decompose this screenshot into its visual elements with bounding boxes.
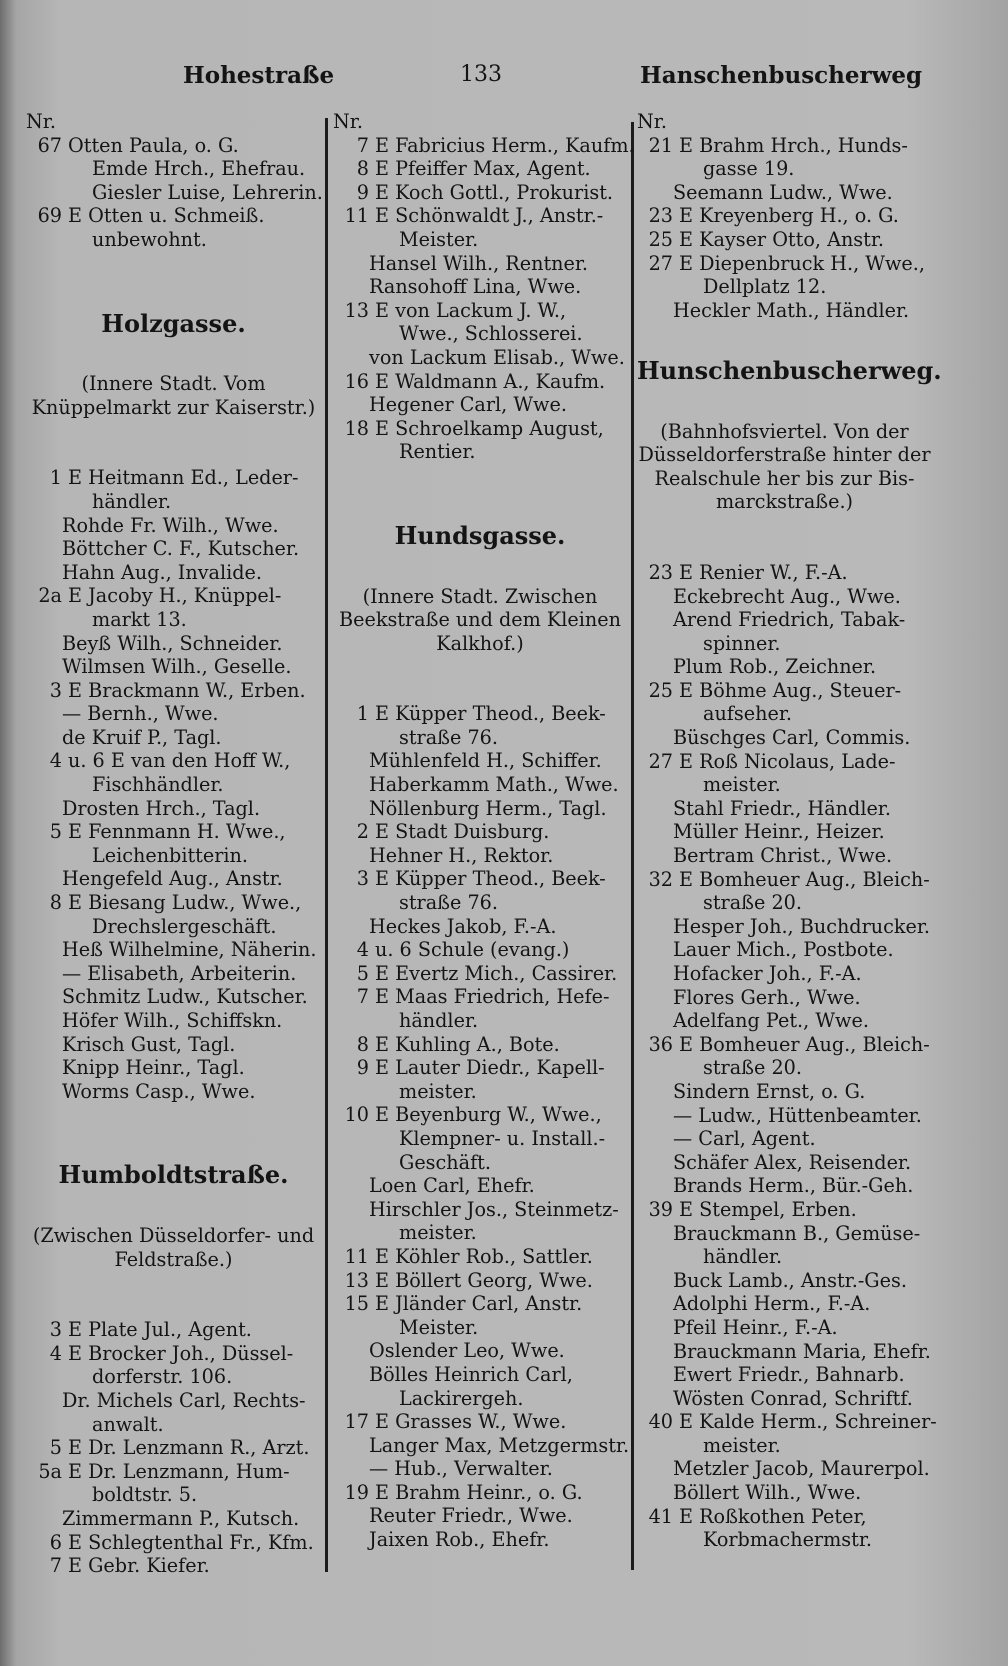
street-description: Feldstraße.) <box>114 1247 233 1271</box>
house-number: 1 <box>49 466 62 490</box>
continuation-line: unbewohnt. <box>92 227 207 251</box>
street-description: Realschule her bis zur Bis- <box>654 466 915 490</box>
resident-line: Loen Carl, Ehefr. <box>369 1174 535 1198</box>
house-number: 8 <box>356 1032 369 1056</box>
resident-line: Brands Herm., Bür.-Geh. <box>673 1174 914 1198</box>
resident-line: Rohde Fr. Wilh., Wwe. <box>62 513 279 537</box>
house-entry <box>333 370 627 394</box>
house-entry <box>637 561 932 585</box>
house-entry <box>637 204 932 228</box>
house-entry <box>637 679 932 703</box>
resident-line: Hesper Joh., Buchdrucker. <box>673 914 931 938</box>
resident-line: de Kruif P., Tagl. <box>62 725 222 749</box>
resident-line: Arend Friedrich, Tabak- <box>673 608 906 632</box>
house-number: 23 <box>648 204 673 228</box>
resident-line: Hehner H., Rektor. <box>369 843 554 867</box>
house-entry <box>333 985 627 1009</box>
resident-line: Brauckmann B., Gemüse- <box>673 1221 921 1245</box>
continuation-line: Korbmachermstr. <box>703 1528 873 1552</box>
resident-text: E Köhler Rob., Sattler. <box>375 1244 593 1268</box>
house-number: 15 <box>344 1292 369 1316</box>
continuation-line: straße 20. <box>703 1056 802 1080</box>
house-number: 8 <box>356 157 369 181</box>
resident-line: von Lackum Elisab., Wwe. <box>369 345 625 369</box>
resident-text: E Bomheuer Aug., Bleich- <box>679 867 930 891</box>
street-description: (Innere Stadt. Zwischen <box>362 584 598 608</box>
column-rule-left <box>325 118 328 1572</box>
resident-line: Stahl Friedr., Händler. <box>673 796 891 820</box>
house-number: 10 <box>344 1103 369 1127</box>
street-description: Kalkhof.) <box>436 631 524 655</box>
continuation-line: Fischhändler. <box>92 773 224 797</box>
resident-line: Bertram Christ., Wwe. <box>673 844 893 868</box>
house-entry <box>637 1505 932 1529</box>
resident-text: E Schroelkamp August, <box>375 416 604 440</box>
house-number: 41 <box>648 1504 673 1528</box>
continuation-line: straße 76. <box>399 891 498 915</box>
number-column-label: Nr. <box>333 110 363 133</box>
column-2 <box>333 110 635 1552</box>
street-heading: Holzgasse. <box>101 308 246 338</box>
continuation-line: Giesler Luise, Lehrerin. <box>92 180 323 204</box>
house-number: 19 <box>344 1480 369 1504</box>
resident-text: E Brocker Joh., Düssel- <box>68 1341 294 1365</box>
street-description: Düsseldorferstraße hinter der <box>638 443 931 467</box>
continuation-line: händler. <box>703 1245 783 1269</box>
resident-text: E Jacoby H., Knüppel- <box>68 584 282 608</box>
house-number: 7 <box>356 133 369 157</box>
resident-text: E Schönwaldt J., Anstr.- <box>375 204 604 228</box>
house-number: 5 <box>356 961 369 985</box>
continuation-line: Klempner- u. Install.- <box>399 1126 606 1150</box>
house-entry <box>637 1033 932 1057</box>
house-entry <box>637 750 932 774</box>
continuation-line: Wwe., Schlosserei. <box>399 322 583 346</box>
resident-text: E Dr. Lenzmann R., Arzt. <box>68 1436 310 1460</box>
resident-line: Sindern Ernst, o. G. <box>673 1079 866 1103</box>
spacer <box>333 561 627 585</box>
house-entry <box>26 1342 321 1366</box>
house-entry <box>26 204 321 228</box>
resident-line: Pfeil Heinr., F.-A. <box>673 1315 838 1339</box>
house-entry <box>637 1198 932 1222</box>
resident-text: E Fennmann H. Wwe., <box>68 820 286 844</box>
resident-text: E Stadt Duisburg. <box>375 820 550 844</box>
house-entry <box>26 1554 321 1578</box>
street-description: (Bahnhofsviertel. Von der <box>660 419 909 443</box>
resident-line: Jaixen Rob., Ehefr. <box>369 1528 550 1552</box>
resident-text: E Renier W., F.-A. <box>679 560 848 584</box>
resident-text: E Küpper Theod., Beek- <box>375 867 606 891</box>
resident-text: E Schlegtenthal Fr., Kfm. <box>68 1530 314 1554</box>
resident-line: Heß Wilhelmine, Näherin. <box>62 938 317 962</box>
continuation-line: Meister. <box>399 227 479 251</box>
resident-text: Otten Paula, o. G. <box>68 133 239 157</box>
house-entry <box>333 181 627 205</box>
resident-text: E Küpper Theod., Beek- <box>375 702 606 726</box>
resident-text: E Gebr. Kiefer. <box>68 1554 210 1578</box>
resident-line: Hansel Wilh., Rentner. <box>369 251 589 275</box>
resident-line: Dr. Michels Carl, Rechts- <box>62 1388 306 1412</box>
resident-line: Oslender Leo, Wwe. <box>369 1339 565 1363</box>
house-number: 4 <box>356 938 369 962</box>
continuation-line: Rentier. <box>399 440 476 464</box>
resident-line: Adelfang Pet., Wwe. <box>673 1009 869 1033</box>
house-number: 5 <box>49 1436 62 1460</box>
resident-line: Brauckmann Maria, Ehefr. <box>673 1339 931 1363</box>
house-entry <box>26 1531 321 1555</box>
resident-text: u. 6 Schule (evang.) <box>375 938 570 962</box>
resident-line: Flores Gerh., Wwe. <box>673 985 861 1009</box>
house-entry <box>26 584 321 608</box>
spacer <box>333 464 627 511</box>
resident-line: Böllert Wilh., Wwe. <box>673 1481 862 1505</box>
resident-text: E Roß Nicolaus, Lade- <box>679 749 896 773</box>
spacer <box>26 349 321 373</box>
spacer <box>26 1200 321 1224</box>
resident-text: E Brahm Hrch., Hunds- <box>679 133 908 157</box>
house-entry <box>333 1103 627 1127</box>
resident-line: Metzler Jacob, Maurerpol. <box>673 1457 930 1481</box>
house-entry <box>333 820 627 844</box>
house-entry <box>26 820 321 844</box>
resident-line: — Ludw., Hüttenbeamter. <box>673 1103 922 1127</box>
resident-line: Worms Casp., Wwe. <box>62 1079 256 1103</box>
resident-line: Bölles Heinrich Carl, <box>369 1362 573 1386</box>
resident-text: E Kuhling A., Bote. <box>375 1032 560 1056</box>
street-description: marckstraße.) <box>715 490 854 514</box>
house-number: 36 <box>648 1032 673 1056</box>
resident-line: Müller Heinr., Heizer. <box>673 820 885 844</box>
resident-line: Eckebrecht Aug., Wwe. <box>673 584 901 608</box>
column-rule-right <box>631 122 634 1570</box>
resident-text: E Kreyenberg H., o. G. <box>679 204 899 228</box>
resident-line: Schäfer Alex, Reisender. <box>673 1150 912 1174</box>
spacer <box>333 655 627 702</box>
resident-text: E Böhme Aug., Steuer- <box>679 678 902 702</box>
resident-line: Wilmsen Wilh., Geselle. <box>62 655 292 679</box>
resident-line: Wösten Conrad, Schriftf. <box>673 1386 913 1410</box>
resident-text: E Beyenburg W., Wwe., <box>375 1103 602 1127</box>
house-number: 67 <box>37 133 62 157</box>
resident-text: E Brackmann W., Erben. <box>68 678 306 702</box>
house-number: 2a <box>38 584 62 608</box>
number-column-label: Nr. <box>26 110 56 133</box>
continuation-line: aufseher. <box>703 702 792 726</box>
resident-line: Heckes Jakob, F.-A. <box>369 914 557 938</box>
resident-text: E Kayser Otto, Anstr. <box>679 227 885 251</box>
resident-text: E Bomheuer Aug., Bleich- <box>679 1032 930 1056</box>
house-entry <box>333 1245 627 1269</box>
resident-text: E Jländer Carl, Anstr. <box>375 1292 583 1316</box>
house-entry <box>333 1481 627 1505</box>
resident-text: E Brahm Heinr., o. G. <box>375 1480 583 1504</box>
house-number: 11 <box>344 1244 369 1268</box>
house-entry <box>26 1460 321 1484</box>
running-header-left: Hohestraße <box>183 62 335 89</box>
resident-text: E Waldmann A., Kaufm. <box>375 369 606 393</box>
resident-line: Lauer Mich., Postbote. <box>673 938 894 962</box>
street-description: (Zwischen Düsseldorfer- und <box>32 1223 315 1247</box>
house-number: 6 <box>49 1530 62 1554</box>
street-description: (Innere Stadt. Vom <box>81 372 266 396</box>
house-entry <box>333 299 627 323</box>
continuation-line: straße 76. <box>399 725 498 749</box>
street-heading: Humboldtstraße. <box>58 1160 289 1190</box>
spacer <box>26 252 321 299</box>
resident-text: E Otten u. Schmeiß. <box>68 204 265 228</box>
house-number: 25 <box>648 227 673 251</box>
resident-line: Hirschler Jos., Steinmetz- <box>369 1197 619 1221</box>
resident-line: Heckler Math., Händler. <box>673 298 910 322</box>
house-number: 40 <box>648 1410 673 1434</box>
resident-text: E Roßkothen Peter, <box>679 1504 867 1528</box>
resident-text: E Grasses W., Wwe. <box>375 1410 567 1434</box>
page-number: 133 <box>460 62 502 87</box>
house-number: 21 <box>648 133 673 157</box>
house-number: 39 <box>648 1197 673 1221</box>
resident-line: — Bernh., Wwe. <box>62 702 219 726</box>
continuation-line: händler. <box>399 1009 479 1032</box>
street-description: Knüppelmarkt zur Kaiserstr.) <box>31 395 316 419</box>
house-entry <box>333 417 627 441</box>
house-number: 32 <box>648 867 673 891</box>
resident-line: — Elisabeth, Arbeiterin. <box>62 961 297 985</box>
resident-line: Hengefeld Aug., Anstr. <box>62 867 283 891</box>
house-entry <box>26 1436 321 1460</box>
resident-text: E Pfeiffer Max, Agent. <box>375 157 591 181</box>
house-entry <box>637 228 932 252</box>
continuation-line: markt 13. <box>92 607 187 631</box>
resident-text: E Stempel, Erben. <box>679 1197 857 1221</box>
house-number: 5a <box>38 1459 62 1483</box>
resident-line: — Hub., Verwalter. <box>369 1457 553 1481</box>
house-number: 3 <box>49 1318 62 1342</box>
resident-line: Langer Max, Metzgermstr. <box>369 1433 630 1457</box>
continuation-line: Meister. <box>399 1315 479 1339</box>
resident-line: Plum Rob., Zeichner. <box>673 655 877 679</box>
house-entry <box>333 938 627 962</box>
resident-line: Knipp Heinr., Tagl. <box>62 1056 245 1080</box>
house-number: 1 <box>356 702 369 726</box>
resident-line: Büschges Carl, Commis. <box>673 726 911 750</box>
resident-line: Ransohoff Lina, Wwe. <box>369 275 582 299</box>
house-number: 5 <box>49 820 62 844</box>
house-entry <box>333 702 627 726</box>
resident-line: Nöllenburg Herm., Tagl. <box>369 796 607 820</box>
resident-line: Hofacker Joh., F.-A. <box>673 962 862 985</box>
house-entry <box>333 867 627 891</box>
continuation-line: Geschäft. <box>399 1150 491 1174</box>
house-number: 25 <box>648 678 673 702</box>
continuation-line: dorferstr. 106. <box>92 1365 233 1389</box>
resident-line: Böttcher C. F., Kutscher. <box>62 537 300 561</box>
resident-line: Hahn Aug., Invalide. <box>62 560 263 584</box>
resident-line: Mühlenfeld H., Schiffer. <box>369 749 602 773</box>
house-number: 13 <box>344 298 369 322</box>
resident-text: E Diepenbruck H., Wwe., <box>679 251 925 275</box>
running-header-right: Hanschenbuscherweg <box>640 62 923 89</box>
resident-text: E Fabricius Herm., Kaufm. <box>375 133 635 157</box>
resident-text: E Böllert Georg, Wwe. <box>375 1268 593 1292</box>
house-entry <box>26 134 321 158</box>
continuation-line: händler. <box>92 489 172 513</box>
resident-line: Ewert Friedr., Bahnarb. <box>673 1363 905 1387</box>
spacer <box>637 396 932 420</box>
resident-text: E Kalde Herm., Schreiner- <box>679 1410 937 1434</box>
street-heading: Hundsgasse. <box>394 520 566 550</box>
continuation-line: anwalt. <box>92 1412 164 1436</box>
resident-line: Haberkamm Math., Wwe. <box>369 773 619 797</box>
house-entry <box>637 134 932 158</box>
house-entry <box>26 1318 321 1342</box>
house-number: 4 <box>49 1341 62 1365</box>
continuation-line: Lackirergeh. <box>399 1386 524 1410</box>
spacer <box>637 322 932 346</box>
house-number: 9 <box>356 1056 369 1080</box>
resident-line: Adolphi Herm., F.-A. <box>673 1292 871 1316</box>
house-entry <box>637 1410 937 1434</box>
house-entry <box>333 1410 627 1434</box>
resident-line: Drosten Hrch., Tagl. <box>62 796 261 820</box>
house-number: 18 <box>344 416 369 440</box>
house-entry <box>637 868 932 892</box>
continuation-line: meister. <box>399 1221 477 1245</box>
continuation-line: straße 20. <box>703 891 802 915</box>
spacer <box>637 514 932 561</box>
house-entry <box>333 1292 627 1316</box>
resident-text: E Lauter Diedr., Kapell- <box>375 1056 605 1080</box>
house-number: 9 <box>356 180 369 204</box>
continuation-line: Emde Hrch., Ehefrau. <box>92 157 306 181</box>
house-number: 27 <box>648 251 673 275</box>
number-column-label: Nr. <box>637 110 667 133</box>
house-entry <box>333 204 627 228</box>
house-number: 69 <box>37 204 62 228</box>
house-entry <box>26 466 321 490</box>
resident-text: E Plate Jul., Agent. <box>68 1318 252 1342</box>
resident-line: Beyß Wilh., Schneider. <box>62 631 283 655</box>
resident-text: E Dr. Lenzmann, Hum- <box>68 1459 290 1483</box>
house-entry <box>333 133 635 158</box>
house-number: 4 <box>49 749 62 773</box>
house-entry <box>26 749 321 773</box>
continuation-line: Leichenbitterin. <box>92 843 249 867</box>
resident-text: E Koch Gottl., Prokurist. <box>375 180 613 204</box>
house-entry <box>333 157 627 181</box>
resident-line: Schmitz Ludw., Kutscher. <box>62 985 308 1009</box>
house-number: 7 <box>49 1554 62 1578</box>
resident-text: u. 6 E van den Hoff W., <box>68 749 291 773</box>
house-entry <box>26 891 321 915</box>
spacer <box>26 1271 321 1318</box>
resident-line: Hegener Carl, Wwe. <box>369 393 567 417</box>
house-entry <box>333 962 627 986</box>
continuation-line: Dellplatz 12. <box>703 275 827 299</box>
house-number: 27 <box>648 749 673 773</box>
resident-text: E Evertz Mich., Cassirer. <box>375 961 618 985</box>
continuation-line: boldtstr. 5. <box>92 1483 198 1507</box>
resident-text: E Heitmann Ed., Leder- <box>68 466 299 490</box>
resident-line: Seemann Ludw., Wwe. <box>673 180 893 204</box>
page-binding-edge <box>0 0 16 1666</box>
resident-text: E Biesang Ludw., Wwe., <box>68 891 302 915</box>
resident-line: Zimmermann P., Kutsch. <box>62 1506 300 1530</box>
house-number: 13 <box>344 1268 369 1292</box>
continuation-line: meister. <box>399 1079 477 1103</box>
resident-line: Höfer Wilh., Schiffskn. <box>62 1009 283 1032</box>
street-description: Beekstraße und dem Kleinen <box>339 608 621 632</box>
continuation-line: spinner. <box>703 631 781 655</box>
house-entry <box>26 679 321 703</box>
continuation-line: meister. <box>703 773 781 797</box>
house-number: 2 <box>356 820 369 844</box>
house-number: 11 <box>344 204 369 228</box>
resident-line: — Carl, Agent. <box>673 1127 816 1151</box>
continuation-line: meister. <box>703 1433 781 1457</box>
house-number: 16 <box>344 369 369 393</box>
house-entry <box>333 1056 627 1080</box>
street-heading: Hunschenbuscherweg. <box>637 355 942 385</box>
resident-text: E Maas Friedrich, Hefe- <box>375 985 610 1009</box>
house-entry <box>333 1269 627 1293</box>
house-number: 17 <box>344 1410 369 1434</box>
house-number: 23 <box>648 560 673 584</box>
spacer <box>26 419 321 466</box>
house-entry <box>333 1033 627 1057</box>
resident-text: E von Lackum J. W., <box>375 298 567 322</box>
resident-line: Buck Lamb., Anstr.-Ges. <box>673 1268 907 1292</box>
resident-line: Krisch Gust, Tagl. <box>62 1032 236 1056</box>
column-3 <box>637 110 942 1552</box>
house-number: 3 <box>49 678 62 702</box>
continuation-line: Drechslergeschäft. <box>92 914 277 938</box>
house-number: 7 <box>356 985 369 1009</box>
house-entry <box>637 252 932 276</box>
column-1 <box>26 110 321 1578</box>
house-number: 3 <box>356 867 369 891</box>
spacer <box>26 1103 321 1150</box>
house-number: 8 <box>49 891 62 915</box>
continuation-line: gasse 19. <box>703 157 795 181</box>
resident-line: Reuter Friedr., Wwe. <box>369 1504 573 1528</box>
